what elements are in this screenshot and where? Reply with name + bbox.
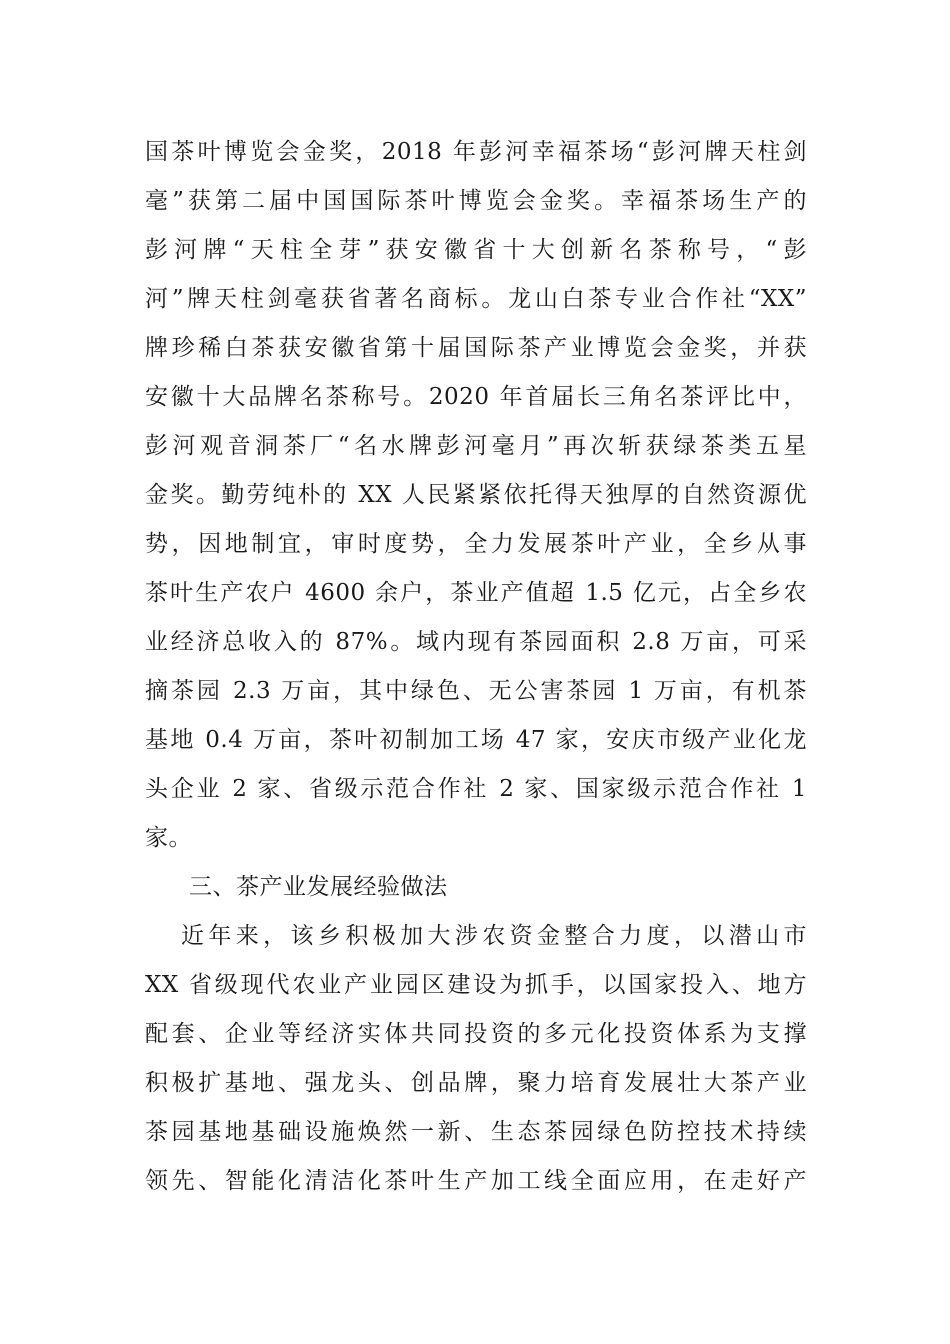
text-line: 积极扩基地、强龙头、创品牌，聚力培育发展壮大茶产业 (145, 1070, 807, 1096)
text-line: 摘茶园 2.3 万亩，其中绿色、无公害茶园 1 万亩，有机茶 (145, 678, 807, 704)
text-line: 国茶叶博览会金奖，2018 年彭河幸福茶场“彭河牌天柱剑 (145, 139, 807, 165)
text-line: 彭河观音洞茶厂“名水牌彭河毫月”再次斩获绿茶类五星 (145, 433, 807, 459)
text-line: 茶叶生产农户 4600 余户，茶业产值超 1.5 亿元，占全乡农 (145, 580, 807, 606)
text-line: 基地 0.4 万亩，茶叶初制加工场 47 家，安庆市级产业化龙 (145, 727, 807, 753)
paragraph-2 (145, 912, 807, 1206)
text-line: 金奖。勤劳纯朴的 XX 人民紧紧依托得天独厚的自然资源优 (145, 482, 807, 508)
text-line: 毫”获第二届中国国际茶叶博览会金奖。幸福茶场生产的 (145, 188, 807, 214)
section-heading: 三、茶产业发展经验做法 (189, 874, 448, 900)
text-line: 配套、企业等经济实体共同投资的多元化投资体系为支撑 (145, 1021, 807, 1047)
text-line: 头企业 2 家、省级示范合作社 2 家、国家级示范合作社 1 (145, 776, 807, 802)
document-page (145, 128, 807, 1206)
text-line: 安徽十大品牌名茶称号。2020 年首届长三角名茶评比中， (145, 384, 807, 410)
text-line: XX 省级现代农业产业园区建设为抓手，以国家投入、地方 (145, 972, 807, 998)
text-line: 家。 (145, 825, 192, 851)
text-line: 茶园基地基础设施焕然一新、生态茶园绿色防控技术持续 (145, 1119, 807, 1145)
text-line: 近年来，该乡积极加大涉农资金整合力度，以潜山市 (181, 923, 807, 949)
text-line: 领先、智能化清洁化茶叶生产加工线全面应用，在走好产 (145, 1168, 807, 1194)
text-line: 彭河牌“天柱全芽”获安徽省十大创新名茶称号，“彭 (145, 237, 807, 263)
text-line: 牌珍稀白茶获安徽省第十届国际茶产业博览会金奖，并获 (145, 335, 807, 361)
text-line: 势，因地制宜，审时度势，全力发展茶叶产业，全乡从事 (145, 531, 807, 557)
text-line: 河”牌天柱剑毫获省著名商标。龙山白茶专业合作社“XX” (145, 286, 807, 312)
text-line: 业经济总收入的 87%。域内现有茶园面积 2.8 万亩，可采 (145, 629, 807, 655)
paragraph-1 (145, 128, 807, 863)
